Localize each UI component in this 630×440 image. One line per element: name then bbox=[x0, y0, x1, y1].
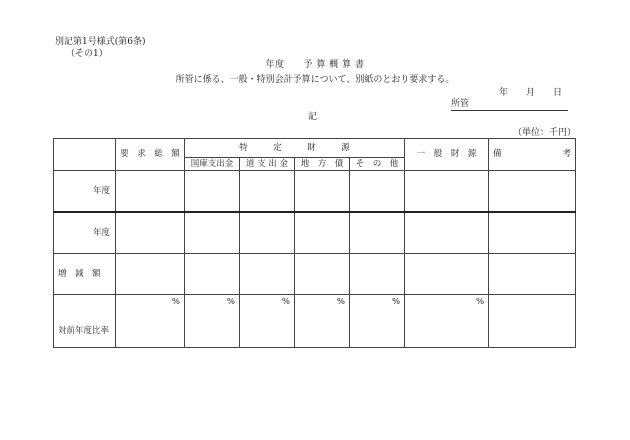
table-cell[interactable] bbox=[185, 254, 240, 295]
table-cell[interactable] bbox=[489, 254, 576, 295]
table-cell[interactable] bbox=[405, 171, 489, 213]
corner-cell bbox=[54, 139, 116, 171]
unit-note: （単位：千円） bbox=[513, 128, 577, 138]
percent-cell-other[interactable]: % bbox=[350, 295, 405, 348]
date-line: 年 月 日 bbox=[499, 88, 563, 98]
percent-cell-national-treasury[interactable]: % bbox=[185, 295, 240, 348]
table-cell[interactable] bbox=[116, 212, 185, 254]
table-cell[interactable] bbox=[116, 254, 185, 295]
header-general-funds: 一 般 財 源 bbox=[405, 139, 489, 171]
percent-cell-general-funds[interactable]: % bbox=[405, 295, 489, 348]
ki-marker: 記 bbox=[308, 112, 318, 122]
form-number: 別記第1号様式(第6条) bbox=[55, 37, 146, 47]
percent-cell-prefectural[interactable]: % bbox=[240, 295, 295, 348]
table-cell[interactable] bbox=[295, 212, 350, 254]
table-cell[interactable] bbox=[116, 171, 185, 213]
table-cell[interactable] bbox=[240, 171, 295, 213]
table-cell[interactable] bbox=[489, 295, 576, 348]
header-specific-funds: 特 定 財 源 bbox=[185, 139, 405, 158]
table-cell[interactable] bbox=[489, 171, 576, 213]
document-title: 年度 予 算 概 算 書 bbox=[265, 60, 365, 70]
row-label-yoy-ratio: 対前年度比率 bbox=[54, 295, 116, 348]
lead-sentence: 所管に係る、一般・特別会計予算について、別紙のとおり要求する。 bbox=[175, 75, 455, 85]
table-cell[interactable] bbox=[405, 212, 489, 254]
row-label-change-amount: 増 減 額 bbox=[54, 254, 116, 295]
row-label-year-1: 年度 bbox=[54, 171, 116, 213]
table-cell[interactable] bbox=[350, 254, 405, 295]
subheader-local-bonds: 地 方 債 bbox=[295, 158, 350, 171]
table-cell[interactable] bbox=[489, 212, 576, 254]
table-cell[interactable] bbox=[240, 212, 295, 254]
table-cell[interactable] bbox=[405, 254, 489, 295]
header-remarks bbox=[489, 139, 576, 171]
remarks-label-left: 備 bbox=[493, 149, 502, 160]
remarks-label-right: 考 bbox=[562, 149, 572, 160]
table-cell[interactable] bbox=[295, 171, 350, 213]
budget-table bbox=[53, 138, 576, 348]
table-cell[interactable] bbox=[185, 171, 240, 213]
subheader-prefectural: 道 支 出 金 bbox=[240, 158, 295, 171]
header-request-total: 要 求 総 額 bbox=[116, 139, 185, 171]
table-cell[interactable] bbox=[185, 212, 240, 254]
subheader-national-treasury: 国庫支出金 bbox=[185, 158, 240, 171]
percent-cell-local-bonds[interactable]: % bbox=[295, 295, 350, 348]
table-cell[interactable] bbox=[295, 254, 350, 295]
table-cell[interactable] bbox=[350, 212, 405, 254]
subheader-other: そ の 他 bbox=[350, 158, 405, 171]
table-cell[interactable] bbox=[240, 254, 295, 295]
table-cell[interactable] bbox=[350, 171, 405, 213]
ministry-field: 所管 bbox=[451, 100, 568, 111]
sub-number: （その1） bbox=[66, 49, 108, 59]
percent-cell-request-total[interactable]: % bbox=[116, 295, 185, 348]
row-label-year-2: 年度 bbox=[54, 212, 116, 254]
